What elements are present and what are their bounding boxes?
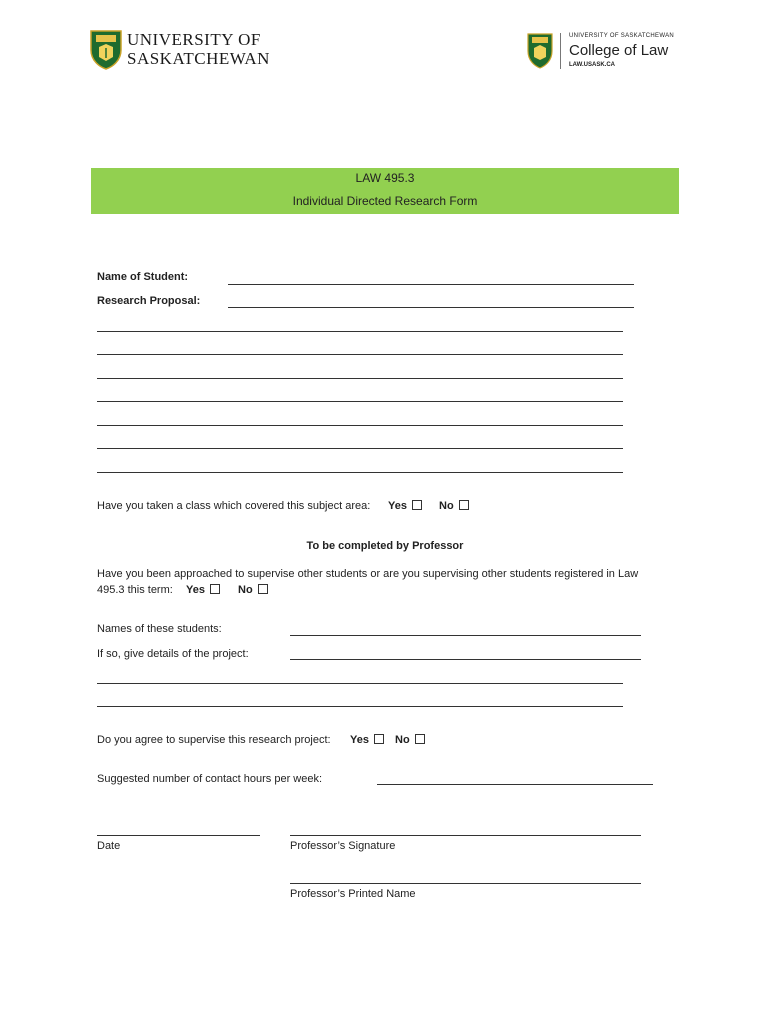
proposal-line[interactable] [97,401,623,402]
contact-hours-field[interactable] [377,784,653,785]
student-names-field[interactable] [290,635,641,636]
student-name-field[interactable] [228,284,634,285]
university-logo [90,30,270,72]
university-crest-icon [90,30,122,70]
student-names-label: Names of these students: [97,623,222,635]
project-details-label: If so, give details of the project: [97,648,249,660]
form-title-banner [91,168,679,214]
college-logo-url: LAW.USASK.CA [569,62,616,68]
university-name-line2: SASKATCHEWAN [127,49,270,68]
college-logo-title: College of Law [569,42,669,59]
no-checkbox[interactable] [459,500,469,510]
research-proposal-field[interactable] [228,307,634,308]
agree-no-option[interactable] [395,734,425,746]
proposal-line[interactable] [97,425,623,426]
project-details-line[interactable] [97,706,623,707]
logo-divider [560,33,561,69]
student-name-label: Name of Student: [97,271,189,283]
yes-checkbox[interactable] [210,584,220,594]
proposal-line[interactable] [97,354,623,355]
yes-label: Yes [388,500,407,512]
college-logo-small-text: UNIVERSITY OF SASKATCHEWAN [569,33,675,39]
date-label: Date [97,840,121,852]
agree-question: Do you agree to supervise this research project: [97,734,331,746]
professor-signature-label: Professor’s Signature [290,840,396,852]
no-checkbox[interactable] [258,584,268,594]
professor-signature-field[interactable] [290,835,641,836]
class-covered-no-option[interactable] [439,500,469,512]
contact-hours-label: Suggested number of contact hours per week: [97,773,323,785]
supervise-question-line2: 495.3 this term: [97,584,173,596]
yes-checkbox[interactable] [374,734,384,744]
supervise-question-line1: Have you been approached to supervise other students or are you supervising other students registered in Law [97,568,639,580]
college-crest-icon [527,33,553,69]
supervise-yes-option[interactable] [186,584,220,596]
professor-section-heading: To be completed by Professor [306,540,464,552]
proposal-line[interactable] [97,448,623,449]
university-name-line1: UNIVERSITY OF [127,30,261,49]
yes-label: Yes [350,734,369,746]
agree-yes-option[interactable] [350,734,384,746]
project-details-field[interactable] [290,659,641,660]
supervise-no-option[interactable] [238,584,268,596]
college-of-law-logo [527,33,687,73]
no-checkbox[interactable] [415,734,425,744]
yes-checkbox[interactable] [412,500,422,510]
class-covered-yes-option[interactable] [388,500,422,512]
no-label: No [439,500,454,512]
research-proposal-label: Research Proposal: [97,295,201,307]
no-label: No [395,734,410,746]
date-field[interactable] [97,835,260,836]
yes-label: Yes [186,584,205,596]
class-covered-question: Have you taken a class which covered this subject area: [97,500,371,512]
course-code: LAW 495.3 [355,171,415,185]
proposal-line[interactable] [97,331,623,332]
form-title: Individual Directed Research Form [292,194,478,208]
project-details-line[interactable] [97,683,623,684]
proposal-line[interactable] [97,378,623,379]
professor-printed-name-field[interactable] [290,883,641,884]
proposal-line[interactable] [97,472,623,473]
no-label: No [238,584,253,596]
professor-printed-name-label: Professor’s Printed Name [290,888,416,900]
